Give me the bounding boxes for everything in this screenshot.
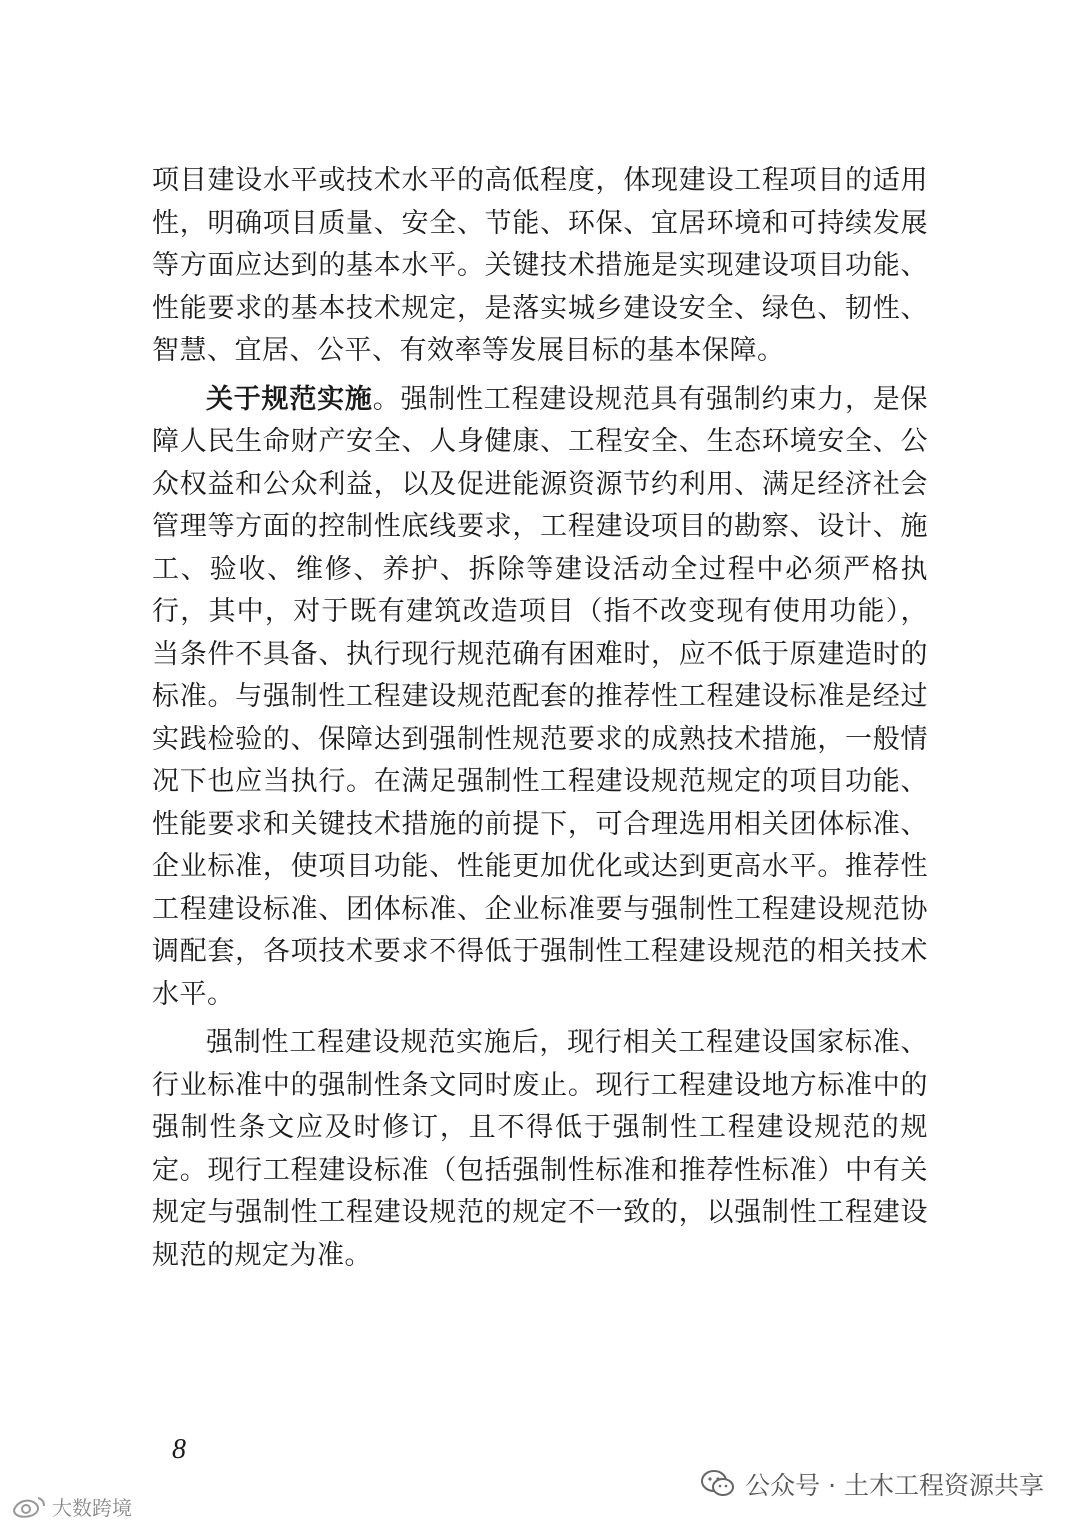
text-line <box>152 379 928 422</box>
text-line: 规定与强制性工程建设规范的规定不一致的，以强制性工程建设 <box>152 1197 928 1228</box>
paragraph-3 <box>152 1022 928 1277</box>
section-heading: 关于规范实施 <box>206 383 373 415</box>
document-body <box>152 160 928 1283</box>
text-line: 项目建设水平或技术水平的高低程度，体现建设工程项目的适用 <box>152 165 928 196</box>
text-fragment: 。强制性工程建设规范具有强制约束力，是保 <box>372 383 929 415</box>
corner-watermark-text: 大数跨境 <box>52 1496 132 1520</box>
text-line: 当条件不具备、执行现行规范确有困难时，应不低于原建造时的 <box>152 638 928 670</box>
text-line: 智慧、宜居、公平、有效率等发展目标的基本保障。 <box>152 335 785 366</box>
wechat-watermark-text: 公众号 · 土木工程资源共享 <box>745 1471 1044 1500</box>
corner-watermark <box>10 1492 132 1521</box>
text-line: 障人民生命财产安全、人身健康、工程安全、生态环境安全、公 <box>152 426 928 457</box>
page-number: 8 <box>172 1434 186 1465</box>
text-line: 性能要求和关键技术措施的前提下，可合理选用相关团体标准、 <box>152 808 928 840</box>
text-line: 况下也应当执行。在满足强制性工程建设规范规定的项目功能、 <box>152 766 928 797</box>
wechat-watermark <box>701 1466 1044 1502</box>
wechat-icon <box>701 1469 735 1499</box>
text-line: 行，其中，对于既有建筑改造项目（指不改变现有使用功能）， <box>152 596 928 627</box>
text-line: 调配套，各项技术要求不得低于强制性工程建设规范的相关技术 <box>152 936 928 967</box>
text-line: 强制性条文应及时修订，且不得低于强制性工程建设规范的规 <box>152 1112 928 1143</box>
text-line: 工、验收、维修、养护、拆除等建设活动全过程中必须严格执 <box>152 553 928 585</box>
text-line: 标准。与强制性工程建设规范配套的推荐性工程建设标准是经过 <box>152 681 928 712</box>
text-line: 众权益和公众利益，以及促进能源资源节约利用、满足经济社会 <box>152 468 928 500</box>
text-line: 规范的规定为准。 <box>152 1239 372 1271</box>
text-line: 性，明确项目质量、安全、节能、环保、宜居环境和可持续发展 <box>152 207 928 239</box>
text-line: 等方面应达到的基本水平。关键技术措施是实现建设项目功能、 <box>152 250 928 281</box>
weibo-eye-icon <box>10 1494 48 1520</box>
text-line: 定。现行工程建设标准（包括强制性标准和推荐性标准）中有关 <box>152 1154 928 1186</box>
text-line: 行业标准中的强制性条文同时废止。现行工程建设地方标准中的 <box>152 1069 928 1101</box>
text-line: 管理等方面的控制性底线要求，工程建设项目的勘察、设计、施 <box>152 511 928 542</box>
text-line: 水平。 <box>152 978 235 1010</box>
text-line: 实践检验的、保障达到强制性规范要求的成熟技术措施，一般情 <box>152 723 928 755</box>
paragraph-1 <box>152 160 928 373</box>
paragraph-2 <box>152 379 928 1017</box>
text-line: 工程建设标准、团体标准、企业标准要与强制性工程建设规范协 <box>152 893 928 925</box>
text-line: 性能要求的基本技术规定，是落实城乡建设安全、绿色、韧性、 <box>152 292 928 324</box>
text-line: 企业标准，使项目功能、性能更加优化或达到更高水平。推荐性 <box>152 851 928 882</box>
text-line: 强制性工程建设规范实施后，现行相关工程建设国家标准、 <box>206 1027 928 1058</box>
